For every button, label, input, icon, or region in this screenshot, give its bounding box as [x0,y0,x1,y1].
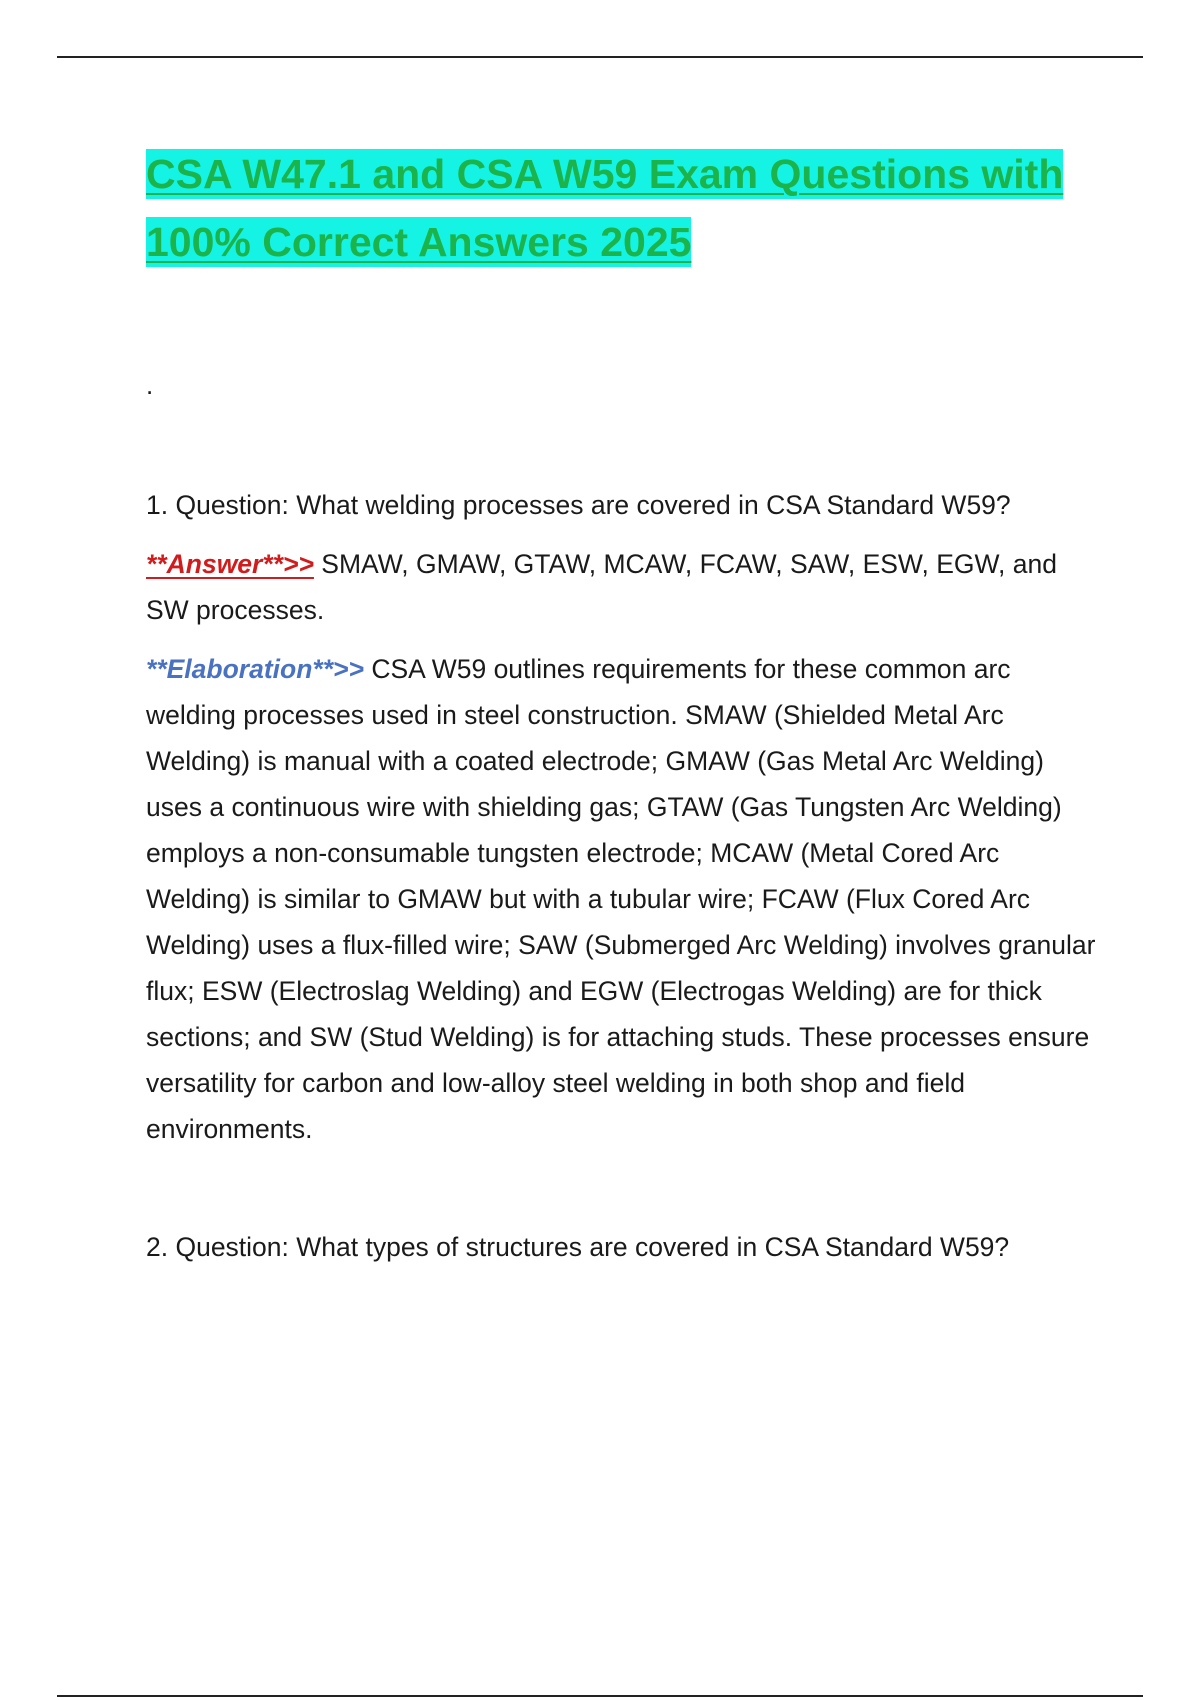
document-title [146,140,1086,276]
footer-rule [57,1695,1143,1697]
elaboration-1 [146,646,1106,1152]
document-title-text: CSA W47.1 and CSA W59 Exam Questions with 100% Correct Answers 2025 [146,151,1064,265]
answer-label: **Answer**>> [146,549,314,579]
separator-dot: . [146,370,154,400]
header-rule [57,56,1143,58]
elaboration-label: **Elaboration**>> [146,654,364,684]
elaboration-text: CSA W59 outlines requirements for these common arc welding processes used in steel construction. SMAW (Shielded Metal Arc Welding) is manual with a coated electrode; GMAW (Gas Metal Arc Welding) uses a continuous wire with shielding gas; GTAW (Gas Tungsten Arc Welding) employs a non-consumable tungsten electrode; MCAW (Metal Cored Arc Welding) is similar to GMAW but with a tubular wire; FCAW (Flux Cored Arc Welding) uses a flux-filled wire; SAW (Submerged Arc Welding) involves granular flux; ESW (Electroslag Welding) and EGW (Electrogas Welding) are for thick sections; and SW (Stud Welding) is for attaching studs. These processes ensure versatility for carbon and low-alloy steel welding in both shop and field environments. [146,654,1096,1144]
answer-1 [146,541,1106,633]
question-2: 2. Question: What types of structures are covered in CSA Standard W59? [146,1232,1010,1262]
question-1: 1. Question: What welding processes are covered in CSA Standard W59? [146,490,1011,520]
answer-text: SMAW, GMAW, GTAW, MCAW, FCAW, SAW, ESW, EGW, and SW processes. [146,549,1057,625]
page-content [146,140,1106,1270]
